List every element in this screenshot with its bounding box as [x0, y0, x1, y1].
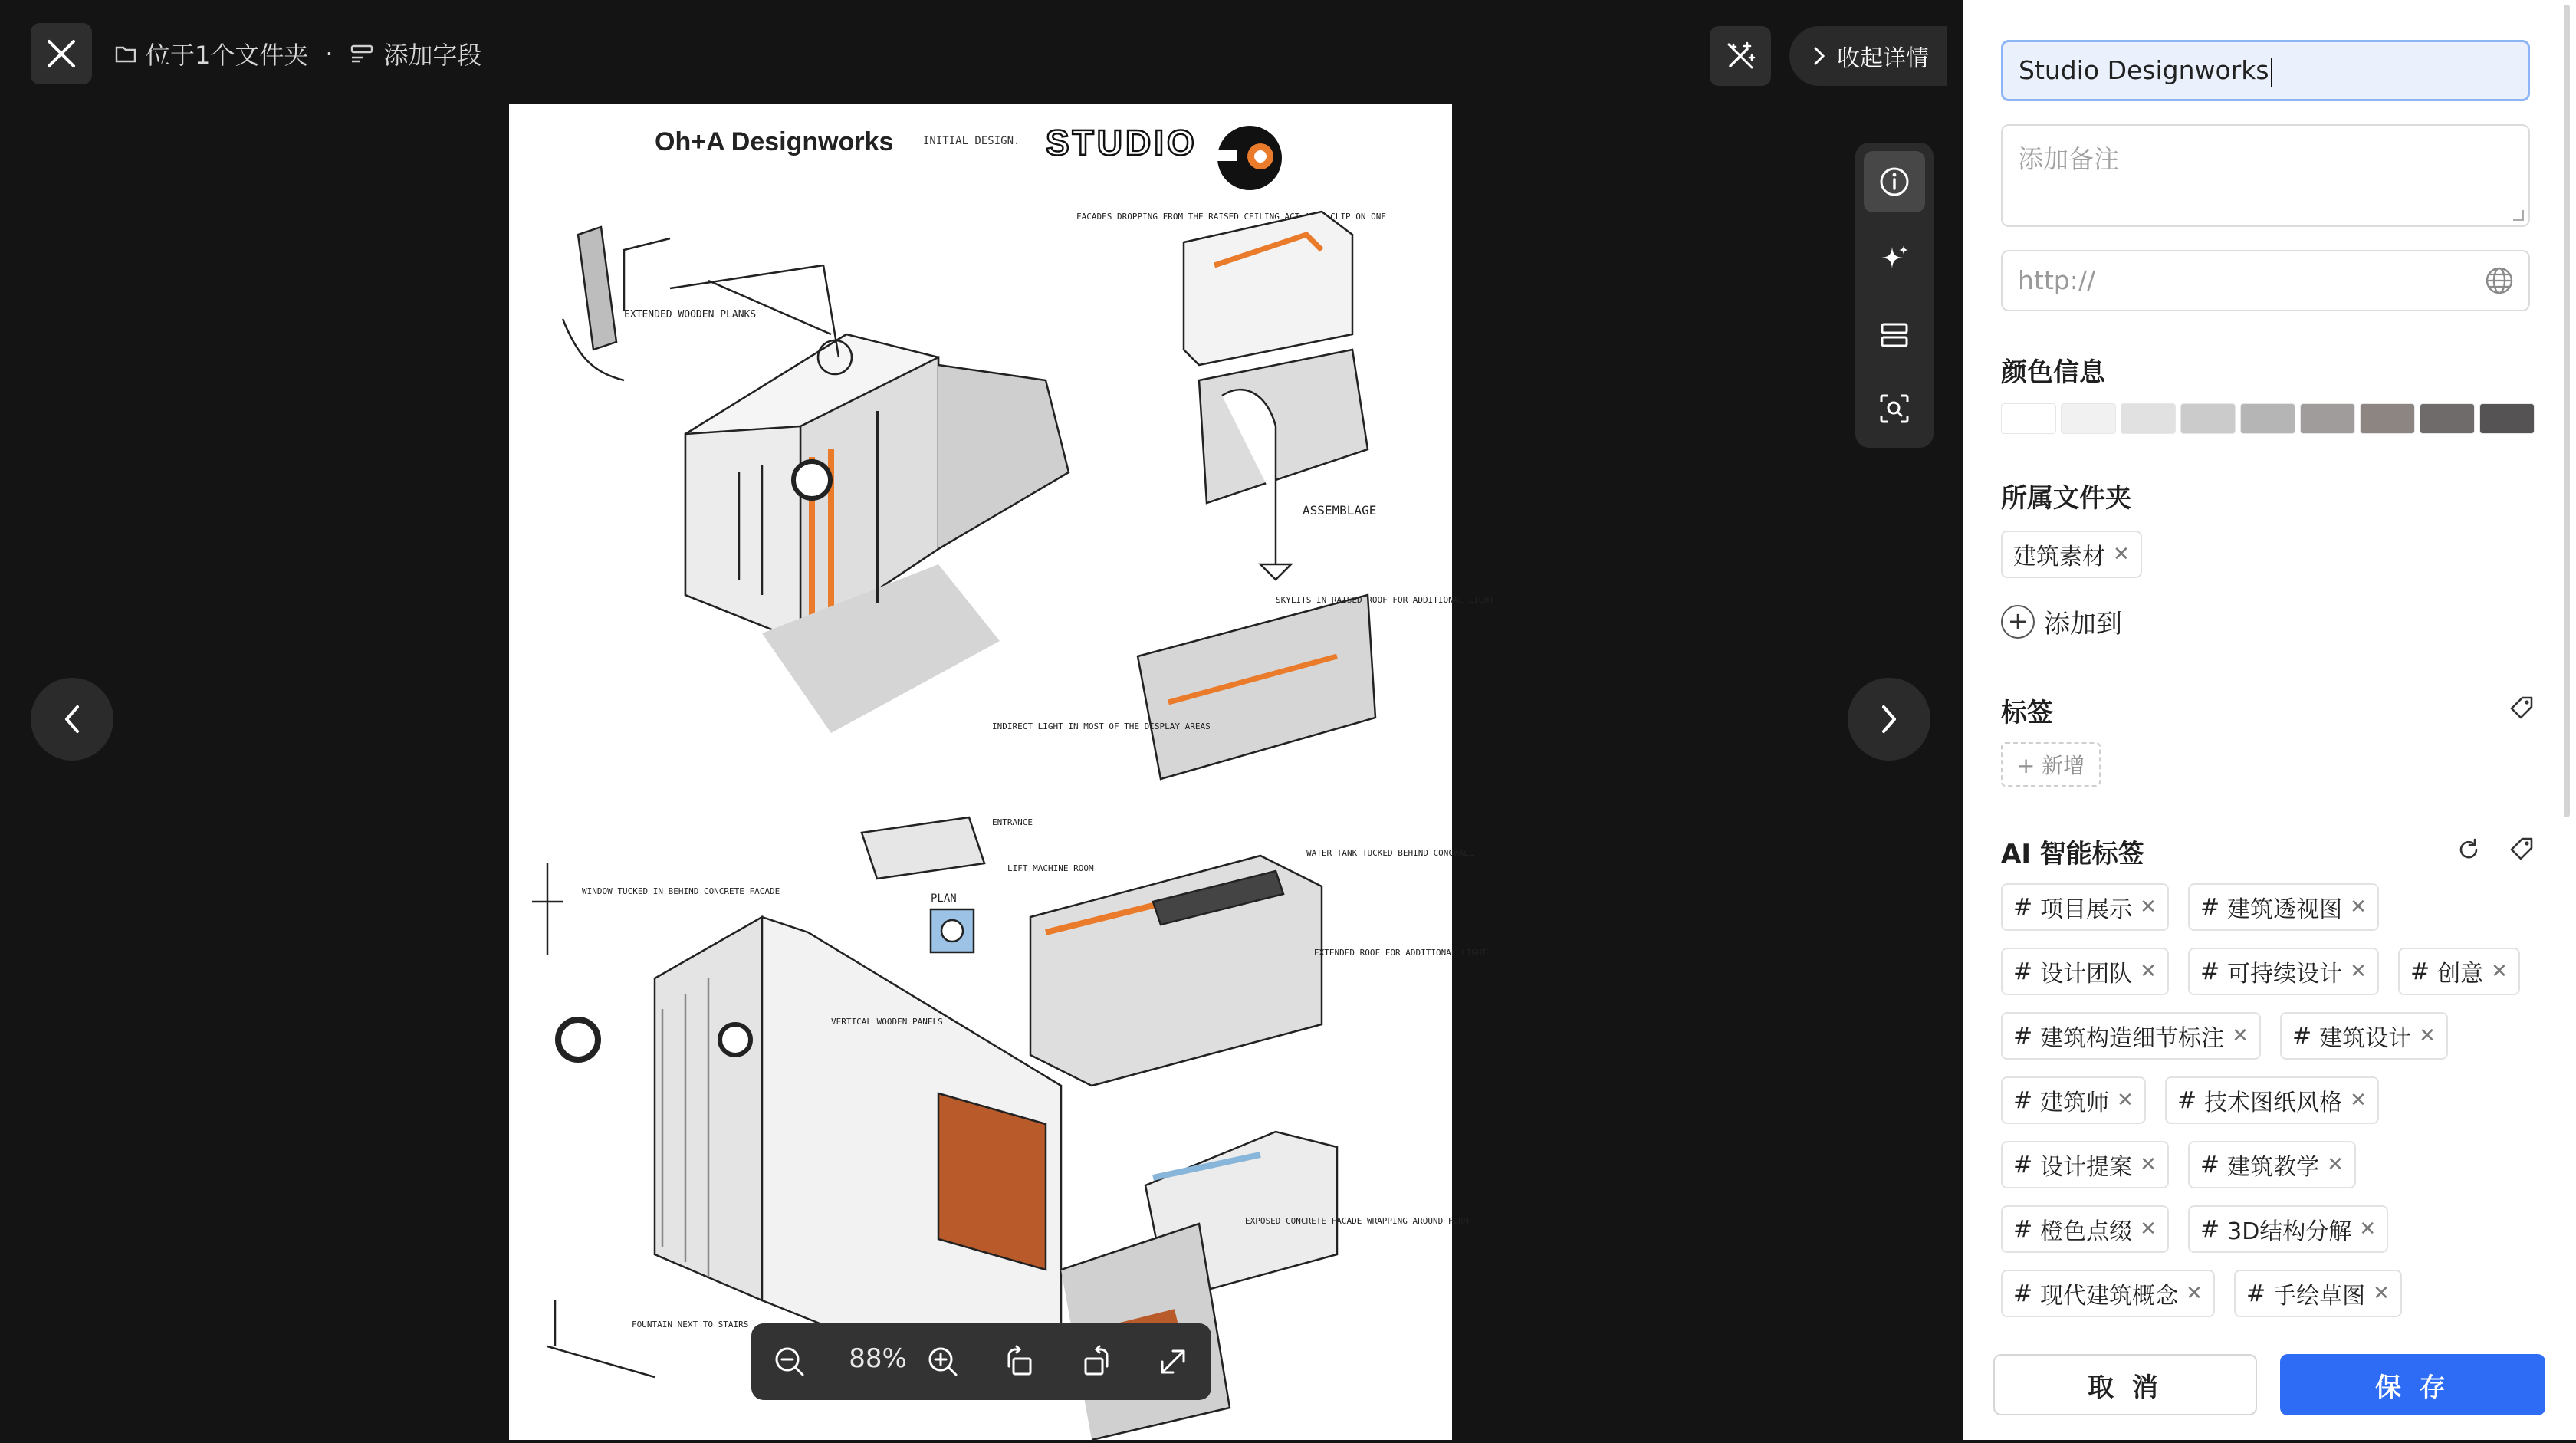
hash-icon: #	[2177, 1086, 2197, 1114]
magic-wand-button[interactable]	[1710, 26, 1771, 86]
hash-icon: #	[2246, 1280, 2266, 1307]
architectural-sketch-drawing	[509, 104, 1494, 1440]
hash-icon: #	[2200, 1151, 2220, 1178]
separator-dot: ·	[325, 39, 334, 68]
remove-tag-icon[interactable]: ✕	[2140, 896, 2157, 919]
ai-tag-label: 3D结构分解	[2227, 1218, 2352, 1245]
color-swatch[interactable]	[2300, 403, 2355, 434]
text-caret	[2271, 58, 2272, 87]
rotate-left-icon	[1003, 1345, 1037, 1379]
viewer-side-toolbar	[1855, 143, 1934, 448]
previous-image-button[interactable]	[31, 678, 113, 761]
annotation-entrance: ENTRANCE	[992, 817, 1033, 827]
hash-icon: #	[2200, 1215, 2220, 1243]
remove-tag-icon[interactable]: ✕	[2140, 1218, 2157, 1241]
zoom-in-button[interactable]	[920, 1339, 966, 1385]
ai-tag-chip[interactable]	[2234, 1270, 2402, 1317]
info-icon	[1878, 166, 1911, 198]
annotation-plan: PLAN	[931, 892, 957, 905]
remove-tag-icon[interactable]: ✕	[2350, 960, 2367, 983]
fullscreen-button[interactable]	[1150, 1339, 1196, 1385]
color-swatch[interactable]	[2420, 403, 2475, 434]
hash-icon: #	[2200, 958, 2220, 985]
ai-tag-chip[interactable]	[2001, 1012, 2261, 1060]
color-swatch[interactable]	[2121, 403, 2176, 434]
close-button[interactable]	[31, 23, 92, 84]
annotation-extended-roof: EXTENDED ROOF FOR ADDITIONAL LIGHT	[1314, 948, 1487, 958]
close-icon	[44, 37, 78, 71]
hash-icon: #	[2013, 893, 2033, 921]
note-placeholder: 添加备注	[2018, 144, 2119, 174]
ai-tag-chip[interactable]	[2165, 1076, 2379, 1124]
sketch-image	[509, 104, 1494, 1440]
ai-tag-label: 建筑师	[2040, 1090, 2110, 1116]
collapse-details-label: 收起详情	[1837, 45, 1929, 72]
ai-tag-label: 建筑构造细节标注	[2040, 1025, 2225, 1052]
ai-tag-label: 技术图纸风格	[2204, 1090, 2343, 1116]
remove-tag-icon[interactable]: ✕	[2350, 896, 2367, 919]
annotation-lift-room: LIFT MACHINE ROOM	[1007, 863, 1094, 873]
panel-scrollbar[interactable]	[2564, 5, 2570, 817]
annotation-window-tucked: WINDOW TUCKED IN BEHIND CONCRETE FACADE	[582, 886, 780, 896]
folder-chip-label: 建筑素材	[2013, 544, 2105, 570]
ai-tag-chip[interactable]	[2001, 1141, 2169, 1188]
ai-tag-chip[interactable]	[2001, 1205, 2169, 1253]
ai-tag-label: 橙色点缀	[2040, 1218, 2133, 1245]
scan-tool-button[interactable]	[1864, 378, 1925, 439]
magic-wand-icon	[1724, 40, 1756, 72]
color-swatch[interactable]	[2479, 403, 2535, 434]
globe-icon[interactable]	[2484, 265, 2515, 296]
topbar-info	[115, 34, 482, 74]
annotation-vertical-panels: VERTICAL WOODEN PANELS	[831, 1017, 943, 1027]
chevron-left-icon	[61, 704, 84, 735]
hash-icon: #	[2292, 1022, 2312, 1050]
next-image-button[interactable]	[1848, 678, 1930, 761]
ai-tag-chip[interactable]	[2280, 1012, 2448, 1060]
hash-icon: #	[2013, 1280, 2033, 1307]
annotation-indirect-light: INDIRECT LIGHT IN MOST OF THE DISPLAY AREAS	[992, 722, 1211, 731]
zoom-in-icon	[926, 1345, 960, 1379]
remove-tag-icon[interactable]: ✕	[2327, 1153, 2344, 1176]
remove-tag-icon[interactable]: ✕	[2373, 1282, 2390, 1305]
remove-tag-icon[interactable]: ✕	[2117, 1089, 2134, 1112]
remove-tag-icon[interactable]: ✕	[2140, 1153, 2157, 1176]
folder-icon	[115, 44, 136, 63]
note-textarea[interactable]	[2001, 124, 2530, 227]
hash-icon: #	[2410, 958, 2430, 985]
cancel-button[interactable]: 取 消	[1993, 1354, 2257, 1415]
remove-tag-icon[interactable]: ✕	[2186, 1282, 2203, 1305]
zoom-toolbar	[751, 1323, 1211, 1400]
url-placeholder: http://	[2018, 265, 2096, 295]
tags-section-title: 标签	[2001, 698, 2053, 728]
folder-count-link[interactable]: 位于1个文件夹	[146, 41, 309, 70]
chevron-right-icon	[1878, 704, 1901, 735]
ai-tag-label: 手绘草图	[2273, 1283, 2366, 1310]
rotate-left-button[interactable]	[997, 1339, 1043, 1385]
rotate-right-icon	[1079, 1345, 1113, 1379]
title-input-value: Studio Designworks	[2019, 55, 2269, 85]
colors-section-title: 颜色信息	[2001, 357, 2105, 388]
annotation-fountain: FOUNTAIN NEXT TO STAIRS	[632, 1320, 749, 1330]
hash-icon: #	[2013, 1215, 2033, 1243]
ai-tag-label: 现代建筑概念	[2040, 1283, 2179, 1310]
remove-tag-icon[interactable]: ✕	[2350, 1089, 2367, 1112]
refresh-icon[interactable]	[2456, 837, 2481, 862]
sketch-header-title: Oh+A Designworks	[655, 127, 894, 156]
remove-tag-icon[interactable]: ✕	[2419, 1024, 2436, 1047]
color-swatch[interactable]	[2360, 403, 2415, 434]
remove-tag-icon[interactable]: ✕	[2491, 960, 2508, 983]
sketch-studio-word: STUDIO	[1046, 123, 1198, 163]
color-swatch[interactable]	[2061, 403, 2116, 434]
collapse-details-button[interactable]	[1789, 26, 1947, 86]
hash-icon: #	[2013, 958, 2033, 985]
ai-tag-label: 可持续设计	[2227, 961, 2343, 988]
ai-sparkle-tool-button[interactable]	[1864, 228, 1925, 289]
ai-tag-chip[interactable]	[2188, 948, 2379, 995]
annotation-facades: FACADES DROPPING FROM THE RAISED CEILING ACT AS A CLIP ON ONE	[1076, 212, 1386, 222]
sparkle-icon	[1878, 242, 1911, 274]
title-input[interactable]	[2001, 40, 2530, 101]
add-tag-button[interactable]: + 新增	[2001, 742, 2101, 787]
add-to-folder-button[interactable]	[2001, 603, 2122, 640]
color-swatch[interactable]	[2001, 403, 2056, 434]
color-palette	[2001, 403, 2535, 434]
ai-tag-chip[interactable]	[2001, 1270, 2215, 1317]
remove-tag-icon[interactable]: ✕	[2232, 1024, 2249, 1047]
ai-tag-chip[interactable]	[2001, 1076, 2146, 1124]
hash-icon: #	[2200, 893, 2220, 921]
ai-tag-chip[interactable]	[2001, 883, 2169, 931]
folder-chip[interactable]	[2001, 531, 2142, 578]
annotation-extended-planks: EXTENDED WOODEN PLANKS	[624, 309, 757, 320]
ai-tags-section-title: AI 智能标签	[2001, 839, 2144, 869]
ai-tag-label: 建筑透视图	[2227, 896, 2343, 923]
ai-tag-label: 建筑教学	[2227, 1154, 2320, 1181]
color-swatch[interactable]	[2240, 403, 2295, 434]
expand-icon	[1156, 1345, 1190, 1379]
remove-tag-icon[interactable]: ✕	[2140, 960, 2157, 983]
ai-tag-chip[interactable]	[2398, 948, 2520, 995]
url-input[interactable]	[2001, 250, 2530, 311]
add-field-icon	[350, 44, 375, 64]
remove-folder-icon[interactable]: ✕	[2113, 543, 2130, 566]
info-tool-button[interactable]	[1864, 151, 1925, 212]
ai-tag-chip[interactable]	[2188, 1205, 2388, 1253]
ai-tag-chip[interactable]	[2001, 948, 2169, 995]
rotate-right-button[interactable]	[1073, 1339, 1119, 1385]
ai-tag-label: 建筑设计	[2319, 1025, 2412, 1052]
studio-logo	[1217, 126, 1282, 190]
plus-circle-icon: +	[2001, 605, 2035, 639]
sketch-header-sub: INITIAL DESIGN.	[923, 135, 1020, 147]
tag-icon[interactable]	[2509, 695, 2535, 721]
ai-tag-chip[interactable]	[2188, 1141, 2356, 1188]
fields-tool-button[interactable]	[1864, 304, 1925, 366]
folder-section-title: 所属文件夹	[2001, 483, 2131, 514]
ai-tag-label: 设计团队	[2040, 961, 2133, 988]
zoom-out-icon	[773, 1345, 807, 1379]
add-to-folder-label: 添加到	[2044, 609, 2122, 639]
ai-tag-chip[interactable]	[2188, 883, 2379, 931]
annotation-skylights: SKYLITS IN RAISED ROOF FOR ADDITIONAL LIGHT	[1276, 595, 1494, 605]
hash-icon: #	[2013, 1151, 2033, 1178]
add-field-button[interactable]: 添加字段	[383, 41, 482, 70]
scan-search-icon	[1878, 393, 1911, 425]
remove-tag-icon[interactable]: ✕	[2359, 1218, 2377, 1241]
resize-grip-icon[interactable]	[2513, 210, 2524, 221]
hash-icon: #	[2013, 1022, 2033, 1050]
zoom-out-button[interactable]	[767, 1339, 813, 1385]
ai-tag-label: 项目展示	[2040, 896, 2133, 923]
save-button[interactable]: 保 存	[2280, 1354, 2545, 1415]
ai-tag-icon[interactable]	[2509, 836, 2535, 862]
hash-icon: #	[2013, 1086, 2033, 1114]
annotation-water-tank: WATER TANK TUCKED BEHIND CONCWALL	[1306, 848, 1474, 858]
details-panel	[1963, 0, 2576, 1440]
ai-tag-label: 创意	[2437, 961, 2484, 988]
color-swatch[interactable]	[2180, 403, 2236, 434]
fields-icon	[1878, 319, 1911, 351]
chevron-right-icon	[1812, 45, 1826, 67]
zoom-level: 88%	[849, 1343, 907, 1374]
ai-tag-label: 设计提案	[2040, 1154, 2133, 1181]
annotation-assemblage: ASSEMBLAGE	[1303, 503, 1377, 518]
annotation-exposed-concrete: EXPOSED CONCRETE FACADE WRAPPING AROUND FORM	[1245, 1216, 1469, 1226]
